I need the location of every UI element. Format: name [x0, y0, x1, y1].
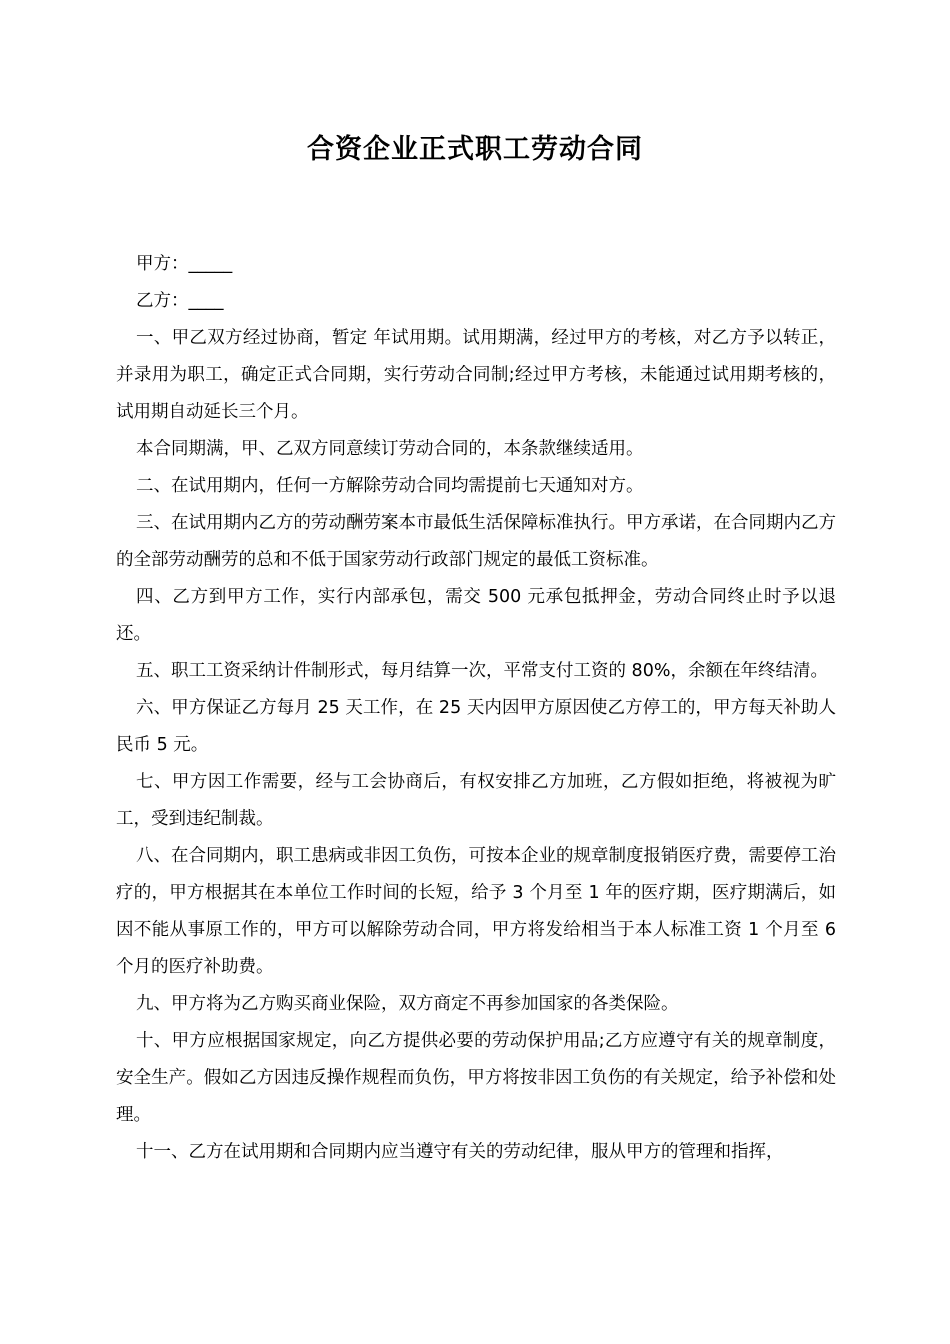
clause-1-continuation: 本合同期满，甲、乙双方同意续订劳动合同的，本条款继续适用。 — [136, 439, 644, 459]
clause-8: 八、在合同期内，职工患病或非因工负伤，可按本企业的规章制度报销医疗费，需要停工治疗的，甲方根据其在本单位工作时间的长短，给予 3 个月至 1 年的医疗期，医疗期满后，如因不能从事原工作的，甲方可以解除劳动合同，甲方将发给相当于本人标准工资 1 个月至 6 个月的医疗补助费。 — [116, 846, 836, 977]
document-body — [116, 246, 836, 1171]
clause-7: 七、甲方因工作需要，经与工会协商后，有权安排乙方加班，乙方假如拒绝，将被视为旷工，受到违纪制裁。 — [116, 772, 836, 829]
clause-11: 十一、乙方在试用期和合同期内应当遵守有关的劳动纪律，服从甲方的管理和指挥， — [136, 1142, 784, 1162]
clause-2: 二、在试用期内，任何一方解除劳动合同均需提前七天通知对方。 — [136, 476, 644, 496]
party-a-line: 甲方：_____ — [136, 254, 233, 274]
party-b-line: 乙方：____ — [136, 291, 224, 311]
document-title: 合资企业正式职工劳动合同 — [307, 134, 643, 165]
clause-4: 四、乙方到甲方工作，实行内部承包，需交 500 元承包抵押金，劳动合同终止时予以退还。 — [116, 587, 836, 644]
clause-9: 九、甲方将为乙方购买商业保险，双方商定不再参加国家的各类保险。 — [136, 994, 679, 1014]
clause-3: 三、在试用期内乙方的劳动酬劳案本市最低生活保障标准执行。甲方承诺，在合同期内乙方的全部劳动酬劳的总和不低于国家劳动行政部门规定的最低工资标准。 — [116, 513, 836, 570]
clause-10: 十、甲方应根据国家规定，向乙方提供必要的劳动保护用品;乙方应遵守有关的规章制度，安全生产。假如乙方因违反操作规程而负伤，甲方将按非因工负伤的有关规定，给予补偿和处理。 — [116, 1031, 836, 1125]
clause-6: 六、甲方保证乙方每月 25 天工作，在 25 天内因甲方原因使乙方停工的，甲方每天补助人民币 5 元。 — [116, 698, 836, 755]
clause-1: 一、甲乙双方经过协商，暂定 年试用期。试用期满，经过甲方的考核，对乙方予以转正，并录用为职工，确定正式合同期，实行劳动合同制;经过甲方考核，未能通过试用期考核的，试用期自动延长三个月。 — [116, 328, 836, 422]
clause-5: 五、职工工资采纳计件制形式，每月结算一次，平常支付工资的 80%，余额在年终结清。 — [136, 661, 828, 681]
